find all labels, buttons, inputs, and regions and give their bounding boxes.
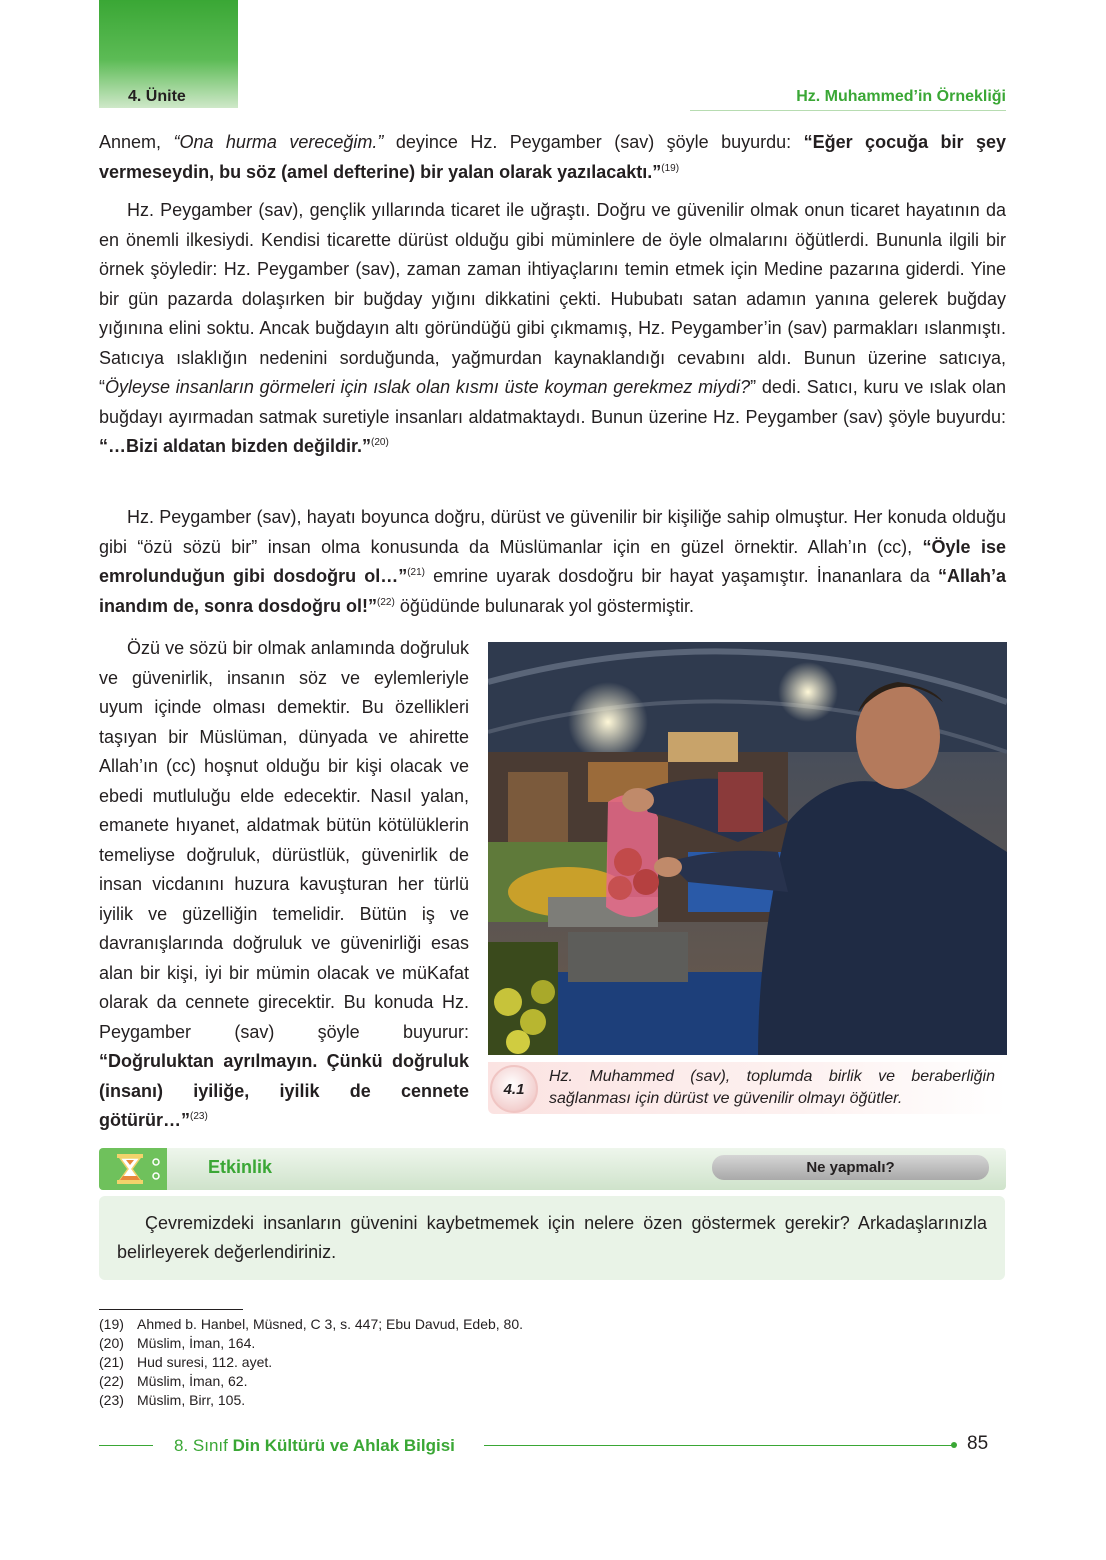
para4-text: Özü ve sözü bir olmak anlamında doğruluk ve güvenirlik, insanın söz ve eylemleriyle uyum içinde olması demektir. Bu özellikleri taşıyan bir Müslüman, dünyada ve ahirette Allah’ın (cc) hoşnut olduğu bir kişi olacak ve ebedi mutluluğu elde edecektir. Nasıl yalan, emanete hıyanet, aldatmak bütün kötülüklerin temeliyse doğruluk, dürüstlük, güvenirlik de insan vicdanını huzura kavuşturan her türlü iyilik ve güzelliğin temelidir. Bütün iş ve davranışlarında doğruluk ve güvenirliği esas alan bir kişi, iyi bir mümin olacak ve müKafat olarak da cennete girecektir. Bu konuda Hz. Peygamber (sav) şöyle buyurur: <box>99 638 469 1042</box>
market-photo-illustration <box>488 642 1007 1055</box>
footnote-21 <box>99 1353 523 1372</box>
para1-quote: “Ona hurma vereceğim.” <box>173 132 384 152</box>
footnote-22 <box>99 1372 523 1391</box>
footnote-number: (19) <box>99 1316 124 1332</box>
footer-rule-left <box>99 1445 153 1446</box>
footer-grade: 8. Sınıf <box>174 1436 233 1455</box>
para3-hadith: “Allah’a inandım de, sonra dosdoğru ol!” <box>99 566 1006 616</box>
para3-verse: “Öyle ise emrolunduğun gibi dosdoğru ol…” <box>99 536 1007 586</box>
chapter-title: Hz. Muhammed’in Örnekliği <box>796 88 1006 105</box>
footer-rule-right <box>484 1445 954 1446</box>
footer-book-name: Din Kültürü ve Ahlak Bilgisi <box>232 1436 455 1455</box>
para1-hadith: “Eğer çocuğa bir şey vermeseydin, bu söz (amel defterine) bir yalan olarak yazılacaktı.” <box>99 132 1006 182</box>
footnote-19 <box>99 1315 523 1334</box>
figure-caption: Hz. Muhammed (sav), toplumda birlik ve beraberliğin sağlanması için dürüst ve güvenilir olmayı öğütler. <box>549 1068 995 1107</box>
para2-text: Hz. Peygamber (sav), gençlik yıllarında ticaret ile uğraştı. Doğru ve güvenilir olmak onun ticaret hayatının da en önemli ilkesiydi. Kendisi ticarette dürüst olduğu gibi müminlere de öyle olmalarını öğütlerdi. Bununla ilgili bir örnek şöyledir: Hz. Peygamber (sav), zaman zaman ihtiyaçlarını temin etmek için Medine pazarına giderdi. Yine bir gün pazarda dolaşırken bir buğday yığını dikkatini çekti. Hububatı satan adamın yanına gelerek buğday yığınına elini soktu. Ancak buğdayın altı göründüğü gibi çıkmamış, Hz. Peygamber’in (sav) parmakları ıslanmıştı. Satıcıya ıslaklığın nedenini sorduğunda, yağmurdan kaynaklandığı cevabını aldı. Bunun üzerine satıcıya, “ <box>99 200 1006 397</box>
footnote-text: Ahmed b. Hanbel, Müsned, C 3, s. 447; Ebu Davud, Edeb, 80. <box>137 1316 524 1332</box>
para1-text: Annem, <box>99 132 174 152</box>
footnote-text: Müslim, İman, 62. <box>137 1373 248 1389</box>
footer-dot <box>951 1442 957 1448</box>
paragraph-1 <box>99 128 1006 187</box>
para1-text-2: deyince Hz. Peygamber (sav) şöyle buyurdu: <box>383 132 804 152</box>
footnote-ref-20[interactable]: (20) <box>371 437 389 448</box>
footnote-number: (23) <box>99 1392 124 1408</box>
para3-text: Hz. Peygamber (sav), hayatı boyunca doğru, dürüst ve güvenilir bir kişiliğe sahip olmuştur. Her konuda olduğu gibi “özü sözü bir” insan olma konusunda da Müslümanlar için en güzel örnektir. Allah’ın (cc), <box>99 507 1006 557</box>
activity-pill: Ne yapmalı? <box>712 1155 989 1180</box>
footnote-number: (21) <box>99 1354 124 1370</box>
footnote-text: Müslim, İman, 164. <box>137 1335 256 1351</box>
para2-quote: Öyleyse insanların görmeleri için ıslak olan kısmı üste koyman gerekmez miydi? <box>105 377 751 397</box>
footnote-number: (22) <box>99 1373 124 1389</box>
unit-label: 4. Ünite <box>128 88 186 105</box>
activity-label: Etkinlik <box>208 1157 273 1177</box>
footnote-ref-21[interactable]: (21) <box>407 567 425 578</box>
footnotes <box>99 1315 523 1410</box>
footnote-text: Müslim, Birr, 105. <box>137 1392 246 1408</box>
para2-hadith: “…Bizi aldatan bizden değildir.” <box>99 436 372 456</box>
footnote-23 <box>99 1391 523 1410</box>
page-number: 85 <box>967 1433 989 1454</box>
para3-text-3: öğüdünde bulunarak yol göstermiştir. <box>394 595 694 616</box>
paragraph-2 <box>99 196 1006 462</box>
para4-hadith: “Doğruluktan ayrılmayın. Çünkü doğruluk (insanı) iyiliğe, iyilik de cennete götürür…” <box>99 1051 469 1130</box>
footnote-ref-22[interactable]: (22) <box>377 596 395 608</box>
hourglass-icon <box>99 1148 167 1190</box>
paragraph-3 <box>99 503 1006 621</box>
paragraph-4 <box>99 634 469 1136</box>
footnote-20 <box>99 1334 523 1353</box>
para3-text-2: emrine uyarak dosdoğru bir hayat yaşamıştır. İnananlara da <box>425 566 938 586</box>
footer-book-title <box>174 1436 455 1456</box>
footnote-number: (20) <box>99 1335 124 1351</box>
activity-text: Çevremizdeki insanların güvenini kaybetmemek için nelere özen göstermek gerekir? Arkadaşlarınızla belirleyerek değerlendiriniz. <box>117 1213 987 1262</box>
market-scene-photo <box>488 642 1007 1055</box>
footnote-ref-19[interactable]: (19) <box>661 162 680 174</box>
footnote-ref-23[interactable]: (23) <box>189 1111 208 1122</box>
para2-text-2: ” dedi. Satıcı, kuru ve ıslak olan buğdayı ayırmadan satmak suretiyle insanları aldatmaktaydı. Bunun üzerine Hz. Peygamber (sav) şöyle buyurdu: <box>99 377 1006 427</box>
footnote-divider <box>99 1309 243 1310</box>
figure-number-badge: 4.1 <box>490 1065 538 1113</box>
footnote-text: Hud suresi, 112. ayet. <box>137 1354 273 1370</box>
activity-icon-box <box>99 1148 167 1190</box>
chapter-underline <box>690 110 1006 111</box>
